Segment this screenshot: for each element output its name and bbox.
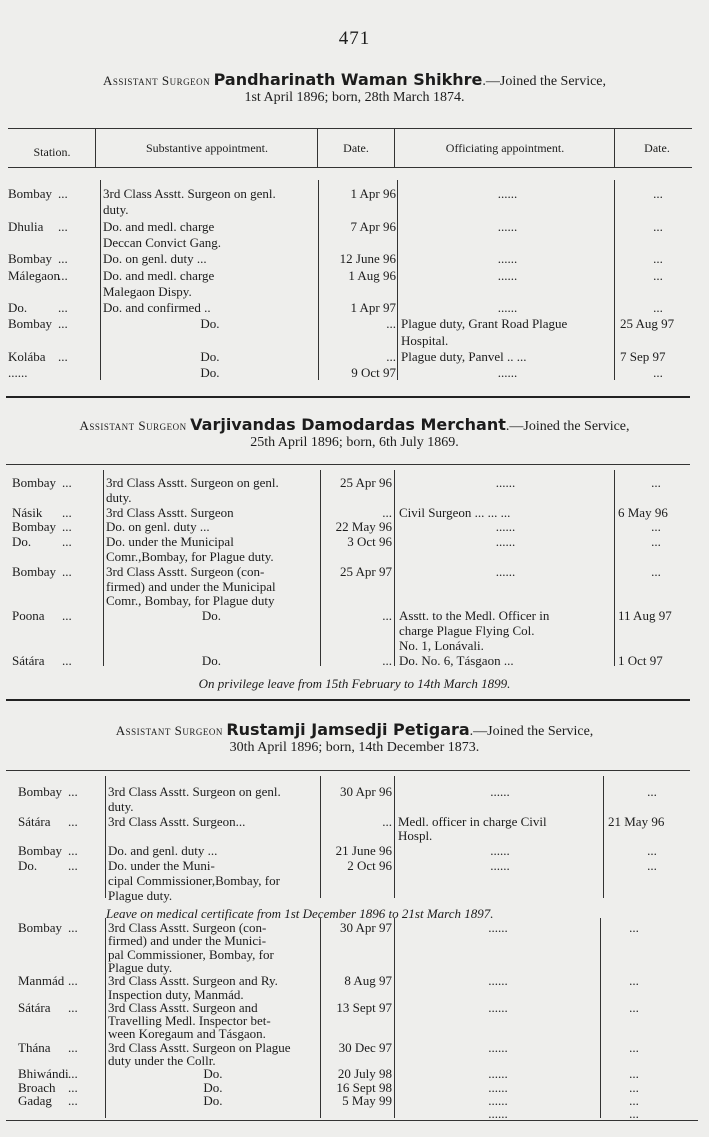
rule — [317, 128, 318, 167]
substantive-cell: Do. and genl. duty ... — [108, 843, 218, 859]
station-cell: Sátára — [12, 652, 45, 668]
officiating-date-cell: ... — [653, 365, 663, 381]
officiating-cell: charge Plague Flying Col. — [399, 623, 535, 638]
substantive-cell: 3rd Class Asstt. Surgeon on genl. — [103, 186, 276, 201]
officiating-cell: ...... — [488, 1106, 508, 1122]
substantive-cell: firmed) and under the Munici- — [108, 933, 267, 949]
station-cell: Do. — [8, 300, 28, 316]
col-header-station: Station. — [33, 145, 71, 159]
substantive-cell: Do. and medl. charge — [103, 267, 215, 283]
substantive-cell: Do. — [200, 349, 220, 364]
substantive-cell: Do. under the Muni- — [108, 858, 215, 873]
substantive-cell: Plague duty. — [108, 959, 173, 975]
leader-dots: ... — [68, 1092, 78, 1108]
date-cell: ... — [386, 316, 396, 332]
col-header-date-2: Date. — [644, 141, 670, 155]
substantive-cell: Do. on genl. duty ... — [106, 519, 210, 535]
officiating-date-cell: ... — [629, 1106, 639, 1122]
substantive-cell: Do. — [203, 1066, 223, 1082]
leader-dots: ... — [62, 534, 72, 550]
officer-name: Pandharinath Waman Shikhre — [213, 70, 483, 89]
col-header-officiating: Officiating appointment. — [445, 141, 565, 155]
heading-line2: 25th April 1896; born, 6th July 1869. — [250, 435, 459, 450]
substantive-cell: Do. on genl. duty ... — [103, 251, 207, 267]
rule — [394, 918, 395, 1118]
officiating-cell: Medl. officer in charge Civil — [398, 813, 547, 829]
rule — [105, 918, 106, 1118]
officiating-date-cell: 6 May 96 — [618, 504, 668, 520]
substantive-cell: Plague duty. — [108, 887, 173, 903]
heading-line2: 30th April 1896; born, 14th December 1873. — [229, 740, 480, 755]
rule — [8, 167, 692, 168]
officiating-cell: No. 1, Lonávali. — [399, 637, 484, 653]
station-cell: Málegaon — [8, 267, 60, 283]
leader-dots: ... — [58, 186, 68, 201]
date-cell: ... — [386, 349, 396, 364]
officiating-date-cell: ... — [647, 784, 657, 799]
officiating-date-cell: ... — [651, 563, 661, 579]
officiating-cell: ...... — [497, 267, 518, 283]
date-cell: 2 Oct 96 — [347, 858, 392, 873]
officiating-date-cell: 25 Aug 97 — [620, 316, 675, 332]
substantive-cell: Do. under the Municipal — [106, 534, 234, 550]
officiating-cell: ...... — [488, 1079, 508, 1095]
station-cell: Thána — [18, 1039, 51, 1055]
officiating-cell: ...... — [497, 300, 518, 316]
officiating-date-cell: ... — [651, 519, 661, 535]
substantive-cell: duty. — [106, 489, 132, 505]
rule — [320, 918, 321, 1118]
date-cell: 30 Apr 96 — [340, 784, 392, 799]
officiating-cell: ...... — [495, 519, 516, 535]
officiating-cell: ...... — [490, 858, 510, 873]
substantive-cell: Travelling Medl. Inspector bet- — [108, 1013, 271, 1029]
officiating-date-cell: ... — [653, 218, 663, 234]
officiating-cell: ...... — [488, 999, 508, 1015]
leader-dots: ... — [68, 813, 78, 829]
substantive-cell: 3rd Class Asstt. Surgeon (con- — [108, 920, 267, 935]
officiating-date-cell: 7 Sep 97 — [620, 349, 666, 364]
officiating-date-cell: ... — [653, 267, 663, 283]
officer-name: Varjivandas Damodardas Merchant — [190, 415, 506, 434]
rule — [397, 180, 398, 380]
station-cell: Gadag — [18, 1092, 52, 1108]
substantive-cell: ween Koregaum and Tásgaon. — [108, 1026, 266, 1042]
rule — [100, 180, 101, 380]
rule — [614, 470, 615, 666]
date-cell: 20 July 98 — [337, 1066, 392, 1082]
substantive-cell: Deccan Convict Gang. — [103, 234, 222, 250]
leader-dots: ... — [68, 973, 78, 989]
substantive-cell: Malegaon Dispy. — [103, 283, 192, 299]
date-cell: 1 Aug 96 — [348, 267, 396, 283]
substantive-cell: 3rd Class Asstt. Surgeon — [106, 504, 234, 520]
leader-dots: ... — [68, 784, 78, 799]
officiating-cell: Asstt. to the Medl. Officer in — [399, 608, 550, 624]
station-cell: Poona — [12, 608, 45, 624]
substantive-cell: Comr., Bombay, for Plague duty — [106, 593, 275, 609]
substantive-cell: 3rd Class Asstt. Surgeon and Ry. — [108, 973, 278, 989]
leader-dots: ... — [58, 300, 68, 316]
officiating-date-cell: ... — [647, 843, 657, 859]
leader-dots: ... — [58, 316, 68, 332]
title-prefix: Assistant Surgeon — [115, 723, 223, 738]
rule — [600, 918, 601, 1118]
substantive-cell: 3rd Class Asstt. Surgeon on genl. — [106, 475, 279, 490]
section-2-note: On privilege leave from 15th February to 14th March 1899. — [198, 676, 511, 691]
station-cell: ...... — [8, 365, 28, 381]
leader-dots: ... — [68, 999, 78, 1015]
substantive-cell: Do. — [201, 608, 222, 624]
heading-suffix: .—Joined the Service, — [505, 419, 630, 434]
officiating-date-cell: ... — [629, 1079, 639, 1095]
leader-dots: ... — [68, 1039, 78, 1055]
station-cell: Násik — [12, 504, 43, 520]
officiating-cell: Plague duty, Grant Road Plague — [401, 316, 568, 332]
rule — [320, 470, 321, 666]
officiating-date-cell: ... — [629, 1039, 639, 1055]
station-cell: Bombay — [12, 563, 57, 579]
rule — [103, 470, 104, 666]
officiating-cell: ...... — [490, 784, 510, 799]
date-cell: 30 Apr 97 — [340, 920, 392, 935]
station-cell: Manmád — [18, 973, 65, 989]
rule — [6, 464, 690, 465]
station-cell: Sátára — [18, 999, 51, 1015]
leader-dots: ... — [68, 843, 78, 859]
officiating-cell: ...... — [495, 475, 516, 490]
station-cell: Broach — [18, 1079, 56, 1095]
officiating-date-cell: ... — [629, 1066, 639, 1082]
officiating-date-cell: ... — [653, 300, 663, 316]
rule — [603, 776, 604, 898]
officiating-cell: ...... — [495, 534, 516, 550]
officiating-cell: ...... — [495, 563, 516, 579]
substantive-cell: Do. — [200, 365, 220, 381]
station-cell: Bhiwándi — [18, 1066, 69, 1082]
station-cell: Bombay — [12, 519, 57, 535]
date-cell: 13 Sept 97 — [336, 999, 392, 1015]
substantive-cell: Do. — [203, 1079, 223, 1095]
date-cell: 3 Oct 96 — [347, 534, 392, 550]
rule — [394, 128, 395, 167]
officiating-cell: ...... — [490, 843, 510, 859]
section-1-heading — [0, 72, 709, 106]
title-prefix: Assistant Surgeon — [102, 73, 211, 88]
substantive-cell: pal Commissioner, Bombay, for — [108, 946, 274, 962]
officiating-cell: Plague duty, Panvel .. ... — [401, 349, 527, 364]
rule — [105, 776, 106, 898]
leader-dots: ... — [58, 251, 68, 267]
date-cell: 22 May 96 — [335, 519, 392, 535]
officiating-cell: ...... — [488, 920, 508, 935]
page-number: 471 — [338, 28, 371, 49]
leader-dots: ... — [58, 349, 68, 364]
officiating-cell: ...... — [488, 1092, 508, 1108]
rule — [6, 1120, 698, 1121]
date-cell: 21 June 96 — [335, 843, 392, 859]
substantive-cell: duty. — [103, 202, 129, 218]
officer-name: Rustamji Jamsedji Petigara — [226, 720, 470, 739]
substantive-cell: Do. and confirmed .. — [103, 300, 211, 316]
rule — [95, 128, 96, 167]
title-prefix: Assistant Surgeon — [79, 418, 187, 433]
substantive-cell: duty under the Collr. — [108, 1053, 216, 1068]
rule — [318, 180, 319, 380]
leader-dots: ... — [62, 519, 72, 535]
heading-suffix: .—Joined the Service, — [482, 74, 607, 89]
station-cell: Bombay — [18, 920, 63, 935]
substantive-cell: 3rd Class Asstt. Surgeon on genl. — [108, 784, 281, 799]
date-cell: 30 Dec 97 — [338, 1039, 392, 1055]
date-cell: ... — [382, 608, 392, 624]
rule — [6, 770, 690, 771]
substantive-cell: 3rd Class Asstt. Surgeon on Plague — [108, 1039, 291, 1055]
date-cell: 16 Sept 98 — [336, 1079, 392, 1095]
officiating-date-cell: ... — [629, 999, 639, 1015]
rule — [6, 396, 690, 398]
date-cell: ... — [382, 652, 392, 668]
substantive-cell: duty. — [108, 798, 134, 814]
heading-line2: 1st April 1896; born, 28th March 1874. — [244, 90, 465, 105]
station-cell: Bombay — [8, 316, 53, 332]
date-cell: 25 Apr 96 — [340, 475, 392, 490]
officiating-date-cell: 1 Oct 97 — [618, 652, 663, 668]
officiating-date-cell: ... — [629, 1092, 639, 1108]
leader-dots: ... — [58, 267, 68, 283]
station-cell: Bombay — [8, 186, 53, 201]
station-cell: Bombay — [12, 475, 57, 490]
substantive-cell: Do. and medl. charge — [103, 218, 215, 234]
officiating-date-cell: ... — [629, 973, 639, 989]
date-cell: 1 Apr 96 — [350, 186, 396, 201]
leader-dots: ... — [62, 563, 72, 579]
leader-dots: ... — [68, 1066, 78, 1082]
officiating-cell: Hospl. — [398, 828, 433, 844]
substantive-cell: Comr.,Bombay, for Plague duty. — [106, 549, 274, 564]
officiating-cell: ...... — [488, 973, 508, 989]
date-cell: 1 Apr 97 — [350, 300, 396, 316]
station-cell: Do. — [18, 858, 38, 873]
substantive-cell: firmed) and under the Municipal — [106, 578, 276, 594]
officiating-cell: ...... — [497, 251, 518, 267]
officiating-cell: ...... — [488, 1066, 508, 1082]
rule — [394, 776, 395, 898]
leader-dots: ... — [62, 475, 72, 490]
officiating-cell: ...... — [497, 186, 518, 201]
col-header-substantive: Substantive appointment. — [146, 141, 268, 155]
rule — [8, 128, 692, 129]
leader-dots: ... — [58, 218, 68, 234]
station-cell: Bombay — [8, 251, 53, 267]
rule — [394, 470, 395, 666]
date-cell: 5 May 99 — [342, 1092, 392, 1108]
leader-dots: ... — [62, 652, 72, 668]
substantive-cell: 3rd Class Asstt. Surgeon (con- — [106, 563, 265, 579]
officiating-cell: ...... — [497, 218, 518, 234]
station-cell: Sátára — [18, 813, 51, 829]
rule — [614, 180, 615, 380]
section-2-heading — [0, 417, 709, 451]
officiating-cell: Do. No. 6, Tásgaon ... — [399, 652, 514, 668]
substantive-cell: 3rd Class Asstt. Surgeon... — [108, 813, 246, 829]
station-cell: Bombay — [18, 784, 63, 799]
date-cell: 12 June 96 — [339, 251, 396, 267]
officiating-date-cell: ... — [653, 186, 663, 201]
station-cell: Dhulia — [8, 218, 44, 234]
substantive-cell: Do. — [203, 1092, 223, 1108]
station-cell: Do. — [12, 534, 32, 550]
section-3-heading — [0, 722, 709, 756]
officiating-cell: Hospital. — [401, 332, 449, 348]
col-header-date: Date. — [343, 141, 369, 155]
substantive-cell: Do. — [200, 316, 220, 332]
leader-dots: ... — [68, 1079, 78, 1095]
officiating-date-cell: 11 Aug 97 — [618, 608, 672, 624]
substantive-cell: 3rd Class Asstt. Surgeon and — [108, 999, 258, 1015]
substantive-cell: Inspection duty, Manmád. — [108, 986, 244, 1002]
officiating-date-cell: 21 May 96 — [608, 813, 665, 829]
heading-suffix: .—Joined the Service, — [469, 724, 594, 739]
section-3-note: Leave on medical certificate from 1st December 1896 to 21st March 1897. — [106, 906, 494, 921]
officiating-date-cell: ... — [647, 858, 657, 873]
leader-dots: ... — [68, 920, 78, 935]
substantive-cell: cipal Commissioner,Bombay, for — [108, 872, 280, 888]
date-cell: 25 Apr 97 — [340, 563, 392, 579]
date-cell: 9 Oct 97 — [351, 365, 396, 381]
officiating-cell: Civil Surgeon ... ... ... — [399, 504, 511, 520]
rule — [614, 128, 615, 167]
date-cell: ... — [382, 813, 392, 829]
leader-dots: ... — [62, 608, 72, 624]
officiating-date-cell: ... — [629, 920, 639, 935]
date-cell: 7 Apr 96 — [350, 218, 396, 234]
officiating-cell: ...... — [497, 365, 518, 381]
officiating-cell: ...... — [488, 1039, 508, 1055]
officiating-date-cell: ... — [651, 534, 661, 550]
rule — [320, 776, 321, 898]
station-cell: Kolába — [8, 349, 46, 364]
leader-dots: ... — [62, 504, 72, 520]
date-cell: ... — [382, 504, 392, 520]
officiating-date-cell: ... — [653, 251, 663, 267]
date-cell: 8 Aug 97 — [344, 973, 392, 989]
leader-dots: ... — [68, 858, 78, 873]
station-cell: Bombay — [18, 843, 63, 859]
officiating-date-cell: ... — [651, 475, 661, 490]
rule — [6, 699, 690, 701]
substantive-cell: Do. — [201, 652, 222, 668]
